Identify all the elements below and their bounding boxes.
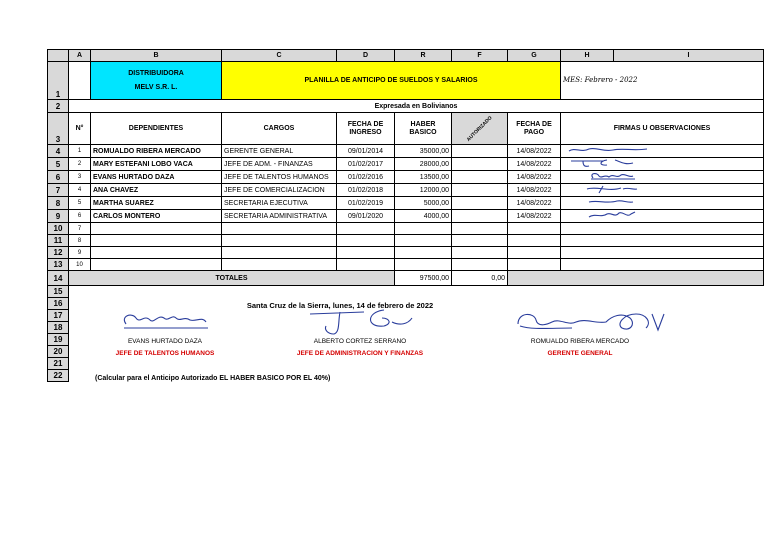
employee-row <box>48 171 764 184</box>
column-header-c[interactable]: C <box>222 50 337 62</box>
row-index[interactable]: 10 <box>69 259 91 271</box>
employee-name[interactable]: CARLOS MONTERO <box>91 210 222 223</box>
employee-autorizado[interactable] <box>452 171 508 184</box>
column-header-i[interactable]: I <box>614 50 764 62</box>
employee-haber[interactable]: 4000,00 <box>395 210 452 223</box>
place-date: Santa Cruz de la Sierra, lunes, 14 de febrero de 2022 <box>246 301 434 310</box>
employee-cargo[interactable]: GERENTE GENERAL <box>222 145 337 158</box>
employee-signature-cell[interactable] <box>561 210 764 223</box>
cell[interactable] <box>561 223 764 235</box>
row-index[interactable]: 9 <box>69 247 91 259</box>
employee-pago[interactable]: 14/08/2022 <box>508 197 561 210</box>
signatory-name-3: ROMUALDO RIBERA MERCADO <box>530 338 630 345</box>
employee-ingreso[interactable]: 01/02/2019 <box>337 197 395 210</box>
sheet-row-1 <box>48 62 764 100</box>
employee-number[interactable]: 4 <box>69 184 91 197</box>
employee-row <box>48 197 764 210</box>
employee-cargo[interactable]: SECRETARIA ADMINISTRATIVA <box>222 210 337 223</box>
row-number[interactable]: 21 <box>48 358 69 370</box>
cell[interactable] <box>91 223 222 235</box>
column-header-g[interactable]: G <box>508 50 561 62</box>
employee-haber[interactable]: 5000,00 <box>395 197 452 210</box>
totals-autorizado[interactable]: 0,00 <box>452 271 508 286</box>
signature-alberto-icon <box>300 304 420 338</box>
signature-icon <box>563 210 663 220</box>
cell[interactable] <box>69 286 764 298</box>
employee-signature-cell[interactable] <box>561 184 764 197</box>
signature-romualdo-icon <box>512 306 682 338</box>
signatory-role-1: JEFE DE TALENTOS HUMANOS <box>115 350 215 357</box>
cell[interactable] <box>222 223 337 235</box>
cell[interactable] <box>91 247 222 259</box>
cell[interactable] <box>561 235 764 247</box>
row-number[interactable]: 18 <box>48 322 69 334</box>
column-header-h[interactable]: H <box>561 50 614 62</box>
signature-icon <box>563 197 663 207</box>
row-number[interactable]: 8 <box>48 197 69 210</box>
employee-name[interactable]: EVANS HURTADO DAZA <box>91 171 222 184</box>
employee-name[interactable]: ROMUALDO RIBERA MERCADO <box>91 145 222 158</box>
row-number[interactable]: 10 <box>48 223 69 235</box>
employee-autorizado[interactable] <box>452 145 508 158</box>
cell[interactable] <box>395 235 452 247</box>
employee-ingreso[interactable]: 09/01/2014 <box>337 145 395 158</box>
employee-autorizado[interactable] <box>452 158 508 171</box>
calculation-note: (Calcular para el Anticipo Autorizado EL HABER BASICO POR EL 40%) <box>95 375 331 382</box>
employee-cargo[interactable]: SECRETARIA EJECUTIVA <box>222 197 337 210</box>
employee-haber[interactable]: 13500,00 <box>395 171 452 184</box>
header-num[interactable]: N° <box>69 113 91 145</box>
column-header-d[interactable]: D <box>337 50 395 62</box>
column-header-row <box>48 50 764 62</box>
employee-ingreso[interactable]: 01/02/2018 <box>337 184 395 197</box>
employee-number[interactable]: 1 <box>69 145 91 158</box>
employee-name[interactable]: ANA CHAVEZ <box>91 184 222 197</box>
cell[interactable] <box>395 223 452 235</box>
sheet-row-3 <box>48 113 764 145</box>
employee-name[interactable]: MARTHA SUAREZ <box>91 197 222 210</box>
employee-cargo[interactable]: JEFE DE TALENTOS HUMANOS <box>222 171 337 184</box>
row-number[interactable]: 17 <box>48 310 69 322</box>
header-fecha-pago[interactable]: FECHA DE PAGO <box>508 113 561 145</box>
row-number[interactable]: 19 <box>48 334 69 346</box>
header-haber-basico[interactable]: HABER BASICO <box>395 113 452 145</box>
cell[interactable] <box>508 271 764 286</box>
cell[interactable] <box>452 223 508 235</box>
subtitle[interactable]: Expresada en Bolivianos <box>69 100 764 113</box>
sheet-row-2 <box>48 100 764 113</box>
row-number[interactable]: 14 <box>48 271 69 286</box>
empty-row <box>48 247 764 259</box>
employee-number[interactable]: 5 <box>69 197 91 210</box>
signature-icon <box>563 171 663 181</box>
cell[interactable] <box>452 259 508 271</box>
employee-row <box>48 210 764 223</box>
row-index[interactable]: 8 <box>69 235 91 247</box>
empty-row <box>48 259 764 271</box>
employee-cargo[interactable]: JEFE DE ADM. - FINANZAS <box>222 158 337 171</box>
cell[interactable] <box>91 235 222 247</box>
header-autorizado-label: AUTORIZADO <box>465 114 494 143</box>
row-number[interactable]: 20 <box>48 346 69 358</box>
document-title[interactable]: PLANILLA DE ANTICIPO DE SUELDOS Y SALARIOS <box>222 62 561 100</box>
row-number[interactable]: 3 <box>48 113 69 145</box>
employee-pago[interactable]: 14/08/2022 <box>508 184 561 197</box>
cell[interactable] <box>337 259 395 271</box>
signatory-role-3: GERENTE GENERAL <box>547 350 613 357</box>
employee-signature-cell[interactable] <box>561 197 764 210</box>
company-line-1: DISTRIBUIDORA <box>128 69 184 77</box>
totals-label[interactable]: TOTALES <box>69 271 395 286</box>
employee-pago[interactable]: 14/08/2022 <box>508 210 561 223</box>
cell[interactable] <box>561 259 764 271</box>
employee-cargo[interactable]: JEFE DE COMERCIALIZACION <box>222 184 337 197</box>
column-header-b[interactable]: B <box>91 50 222 62</box>
signatory-name-1: EVANS HURTADO DAZA <box>127 338 203 345</box>
signature-icon <box>563 145 663 155</box>
cell[interactable] <box>395 259 452 271</box>
employee-number[interactable]: 6 <box>69 210 91 223</box>
employee-autorizado[interactable] <box>452 197 508 210</box>
row-number[interactable]: 6 <box>48 171 69 184</box>
sheet-row <box>48 358 764 370</box>
column-header-a[interactable]: A <box>69 50 91 62</box>
cell[interactable] <box>337 247 395 259</box>
employee-ingreso[interactable]: 09/01/2020 <box>337 210 395 223</box>
employee-row <box>48 145 764 158</box>
employee-name[interactable]: MARY ESTEFANI LOBO VACA <box>91 158 222 171</box>
row-number[interactable]: 9 <box>48 210 69 223</box>
row-number[interactable]: 12 <box>48 247 69 259</box>
column-header-r[interactable]: R <box>395 50 452 62</box>
sheet-row <box>48 286 764 298</box>
cell[interactable] <box>395 247 452 259</box>
totals-haber[interactable]: 97500,00 <box>395 271 452 286</box>
empty-row <box>48 223 764 235</box>
row-number[interactable]: 13 <box>48 259 69 271</box>
column-header-f[interactable]: F <box>452 50 508 62</box>
cell[interactable] <box>508 235 561 247</box>
cell[interactable] <box>337 223 395 235</box>
row-number[interactable]: 4 <box>48 145 69 158</box>
employee-autorizado[interactable] <box>452 210 508 223</box>
company-name-cell[interactable] <box>91 62 222 100</box>
cell[interactable] <box>69 62 91 100</box>
employee-haber[interactable]: 12000,00 <box>395 184 452 197</box>
employee-haber[interactable]: 28000,00 <box>395 158 452 171</box>
cell[interactable] <box>508 247 561 259</box>
cell[interactable] <box>69 358 764 370</box>
totals-row <box>48 271 764 286</box>
employee-haber[interactable]: 35000,00 <box>395 145 452 158</box>
employee-signature-cell[interactable] <box>561 158 764 171</box>
employee-pago[interactable]: 14/08/2022 <box>508 158 561 171</box>
cell[interactable] <box>508 259 561 271</box>
signature-icon <box>563 184 663 194</box>
signature-icon <box>563 158 663 168</box>
employee-autorizado[interactable] <box>452 184 508 197</box>
employee-pago[interactable]: 14/08/2022 <box>508 171 561 184</box>
header-dependientes[interactable]: DEPENDIENTES <box>91 113 222 145</box>
header-firmas[interactable]: FIRMAS U OBSERVACIONES <box>561 113 764 145</box>
row-number[interactable]: 2 <box>48 100 69 113</box>
cell[interactable] <box>91 259 222 271</box>
cell[interactable] <box>222 259 337 271</box>
cell[interactable] <box>222 235 337 247</box>
cell[interactable] <box>508 223 561 235</box>
empty-row <box>48 235 764 247</box>
employee-row <box>48 158 764 171</box>
row-number[interactable]: 16 <box>48 298 69 310</box>
cell[interactable] <box>452 235 508 247</box>
row-number[interactable]: 7 <box>48 184 69 197</box>
row-index[interactable]: 7 <box>69 223 91 235</box>
header-cargos[interactable]: CARGOS <box>222 113 337 145</box>
cell[interactable] <box>452 247 508 259</box>
company-line-2: MELV S.R. L. <box>134 83 178 91</box>
cell[interactable] <box>337 235 395 247</box>
row-number[interactable]: 22 <box>48 370 69 382</box>
signatory-name-2: ALBERTO CORTEZ SERRANO <box>313 338 407 345</box>
cell[interactable] <box>561 247 764 259</box>
row-number[interactable]: 15 <box>48 286 69 298</box>
employee-signature-cell[interactable] <box>561 171 764 184</box>
row-number[interactable]: 5 <box>48 158 69 171</box>
row-number[interactable]: 11 <box>48 235 69 247</box>
month-cell[interactable]: MES: Febrero - 2022 <box>561 62 764 100</box>
header-autorizado[interactable] <box>452 113 508 145</box>
row-number[interactable]: 1 <box>48 62 69 100</box>
employee-pago[interactable]: 14/08/2022 <box>508 145 561 158</box>
employee-ingreso[interactable]: 01/02/2017 <box>337 158 395 171</box>
employee-row <box>48 184 764 197</box>
corner-cell[interactable] <box>48 50 69 62</box>
employee-number[interactable]: 2 <box>69 158 91 171</box>
employee-ingreso[interactable]: 01/02/2016 <box>337 171 395 184</box>
signature-evans-icon <box>110 306 220 336</box>
cell[interactable] <box>222 247 337 259</box>
header-fecha-ingreso[interactable]: FECHA DE INGRESO <box>337 113 395 145</box>
employee-number[interactable]: 3 <box>69 171 91 184</box>
employee-signature-cell[interactable] <box>561 145 764 158</box>
signatory-role-2: JEFE DE ADMINISTRACION Y FINANZAS <box>296 350 424 357</box>
